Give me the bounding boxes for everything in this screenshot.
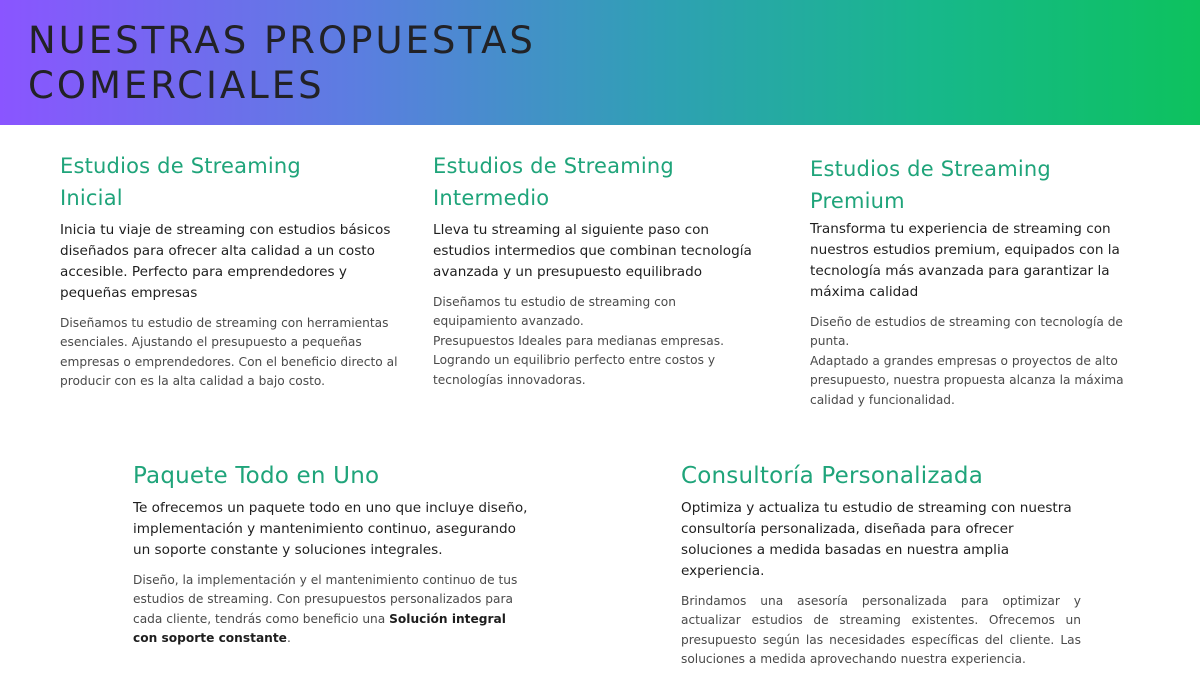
card-body-text: Diseño de estudios de streaming con tecnología de punta. Adaptado a grandes empresas o proyectos de alto presupuesto, nuestra propuesta alcanza la máxima calidad y funcionalidad. bbox=[810, 315, 1124, 407]
card-body-text: Brindamos una asesoría personalizada para optimizar y actualizar estudios de streaming existentes. Ofrecemos un presupuesto según las necesidades específicas del cliente. Las soluciones a medida aprovechando nuestra experiencia. bbox=[681, 594, 1081, 667]
card-lead-text: Te ofrecemos un paquete todo en uno que incluye diseño, implementación y mantenimiento continuo, asegurando un soporte constante y soluciones integrales. bbox=[133, 500, 528, 558]
card-body-text: Diseñamos tu estudio de streaming con equipamiento avanzado. Presupuestos Ideales para medianas empresas. Logrando un equilibrio perfecto entre costos y tecnologías innovadoras. bbox=[433, 295, 724, 387]
card-lead-text: Transforma tu experiencia de streaming con nuestros estudios premium, equipados con la tecnología más avanzada para garantizar la máxima calidad bbox=[810, 221, 1120, 300]
card-body-main: Diseño, la implementación y el mantenimiento continuo de tus estudios de streaming. Con presupuestos personalizados para cada cliente, tendrás como beneficio una bbox=[133, 573, 518, 626]
proposal-card-inicial bbox=[60, 150, 400, 392]
card-title: Consultoría Personalizada bbox=[681, 463, 984, 489]
header-banner bbox=[0, 0, 1200, 125]
proposal-card-consultoria bbox=[681, 460, 1081, 670]
card-title: Estudios de Streaming Inicial bbox=[60, 154, 301, 210]
proposal-card-intermedio bbox=[433, 150, 763, 390]
card-body-highlight: Solución integral con soporte constante bbox=[133, 611, 506, 646]
page-title bbox=[28, 18, 536, 108]
card-lead-text: Inicia tu viaje de streaming con estudios básicos diseñados para ofrecer alta calidad a un costo accesible. Perfecto para emprendedores y pequeñas empresas bbox=[60, 222, 391, 301]
page-title-line-2: COMERCIALES bbox=[28, 64, 325, 107]
card-title: Estudios de Streaming Premium bbox=[810, 157, 1051, 213]
card-lead-text: Optimiza y actualiza tu estudio de streaming con nuestra consultoría personalizada, diseñada para ofrecer soluciones a medida basadas en nuestra amplia experiencia. bbox=[681, 500, 1072, 579]
card-lead-text: Lleva tu streaming al siguiente paso con estudios intermedios que combinan tecnología avanzada y un presupuesto equilibrado bbox=[433, 222, 752, 280]
page-title-line-1: NUESTRAS PROPUESTAS bbox=[28, 19, 536, 62]
proposal-card-todo-en-uno bbox=[133, 460, 533, 649]
proposal-card-premium bbox=[810, 153, 1145, 410]
card-body-text: Diseñamos tu estudio de streaming con herramientas esenciales. Ajustando el presupuesto a pequeñas empresas o emprendedores. Con el beneficio directo al producir con es la alta calidad a bajo costo. bbox=[60, 316, 398, 389]
card-body-end: . bbox=[286, 631, 291, 646]
card-title: Estudios de Streaming Intermedio bbox=[433, 154, 674, 210]
card-title: Paquete Todo en Uno bbox=[133, 463, 380, 489]
card-body-text bbox=[133, 571, 533, 649]
